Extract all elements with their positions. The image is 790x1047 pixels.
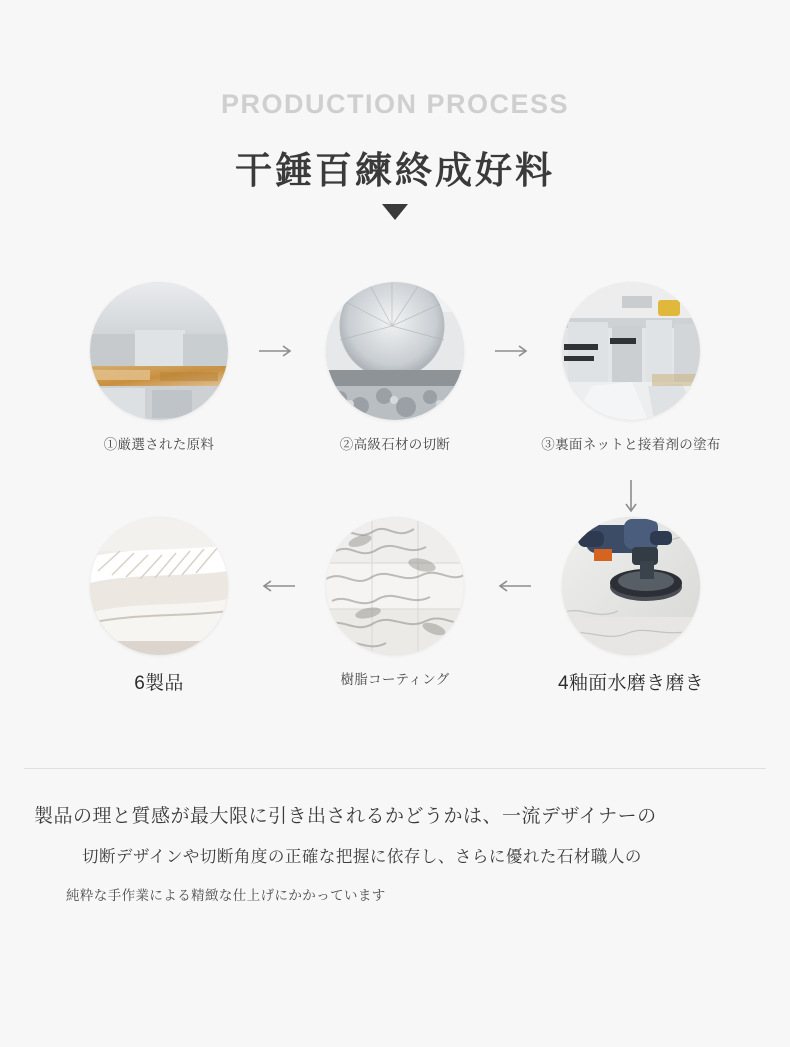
process-step-6	[69, 517, 249, 698]
arrow-right-icon-2	[485, 282, 541, 420]
footer-line-3: 純粋な手作業による精緻な仕上げにかかっています	[66, 888, 386, 904]
footer-description	[0, 803, 790, 907]
process-step-1	[69, 282, 249, 455]
process-step-3-label: ③裏面ネットと接着剤の塗布	[541, 437, 721, 453]
process-step-2	[305, 282, 485, 455]
page-title: 干錘百練終成好料	[235, 150, 555, 192]
process-step-4	[541, 517, 721, 698]
triangle-down-icon	[382, 204, 408, 220]
process-step-6-label: 6製品	[134, 673, 184, 695]
quarried-stone-blocks-photo	[90, 282, 228, 420]
section-eyebrow: PRODUCTION PROCESS	[220, 89, 570, 119]
finished-product-photo	[90, 517, 228, 655]
footer-line-2: 切断デザインや切断角度の正確な把握に依存し、さらに優れた石材職人の	[82, 848, 642, 867]
process-row-top	[0, 282, 790, 455]
process-step-1-label: ①厳選された原料	[103, 437, 215, 453]
process-row-bottom	[0, 517, 790, 698]
process-step-5	[305, 517, 485, 690]
stone-cutting-blade-photo	[326, 282, 464, 420]
backing-mesh-adhesive-photo	[562, 282, 700, 420]
polishing-machine-photo	[562, 517, 700, 655]
header-section	[0, 0, 790, 220]
footer-line-1: 製品の理と質感が最大限に引き出されるかどうかは、一流デザイナーの	[34, 805, 657, 827]
process-step-5-label: 樹脂コーティング	[340, 672, 450, 688]
arrow-right-icon	[249, 282, 305, 420]
arrow-down-icon	[0, 478, 790, 518]
arrow-left-icon-2	[485, 517, 541, 655]
process-step-2-label: ②高級石材の切断	[339, 437, 451, 453]
process-step-4-label: 4釉面水磨き磨き	[558, 673, 704, 695]
production-process-diagram	[0, 282, 790, 697]
section-divider	[24, 768, 766, 769]
arrow-left-icon	[249, 517, 305, 655]
process-step-3	[541, 282, 721, 455]
resin-coated-slab-photo	[326, 517, 464, 655]
